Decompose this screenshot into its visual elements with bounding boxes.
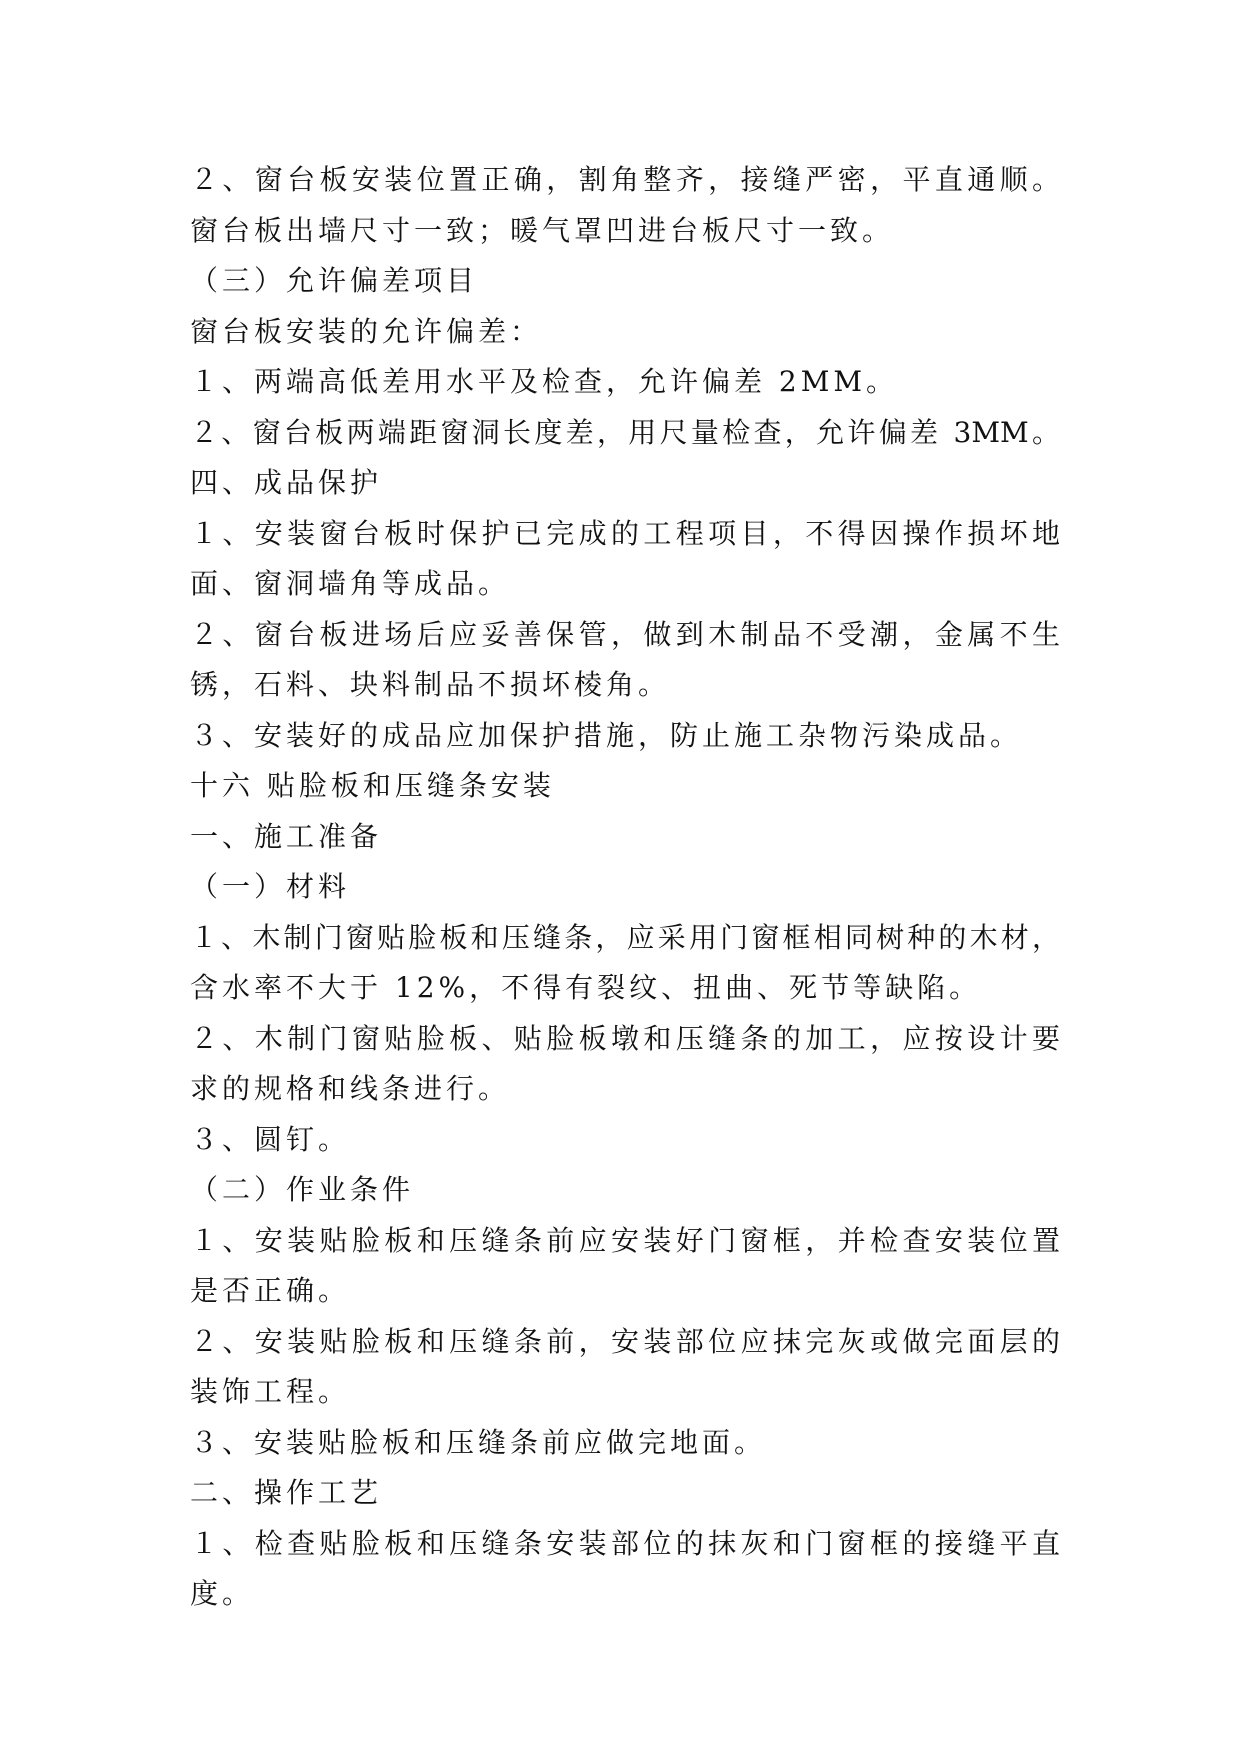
list-item-line: ２、安装贴脸板和压缝条前，安装部位应抹完灰或做完面层的 — [190, 1324, 1060, 1358]
section-heading: 一、施工准备 — [190, 819, 383, 853]
list-item-line: ２、窗台板安装位置正确，割角整齐，接缝严密，平直通顺。 — [190, 163, 1060, 196]
paragraph-line: 窗台板安装的允许偏差： — [190, 314, 543, 348]
subsection-heading: （三）允许偏差项目 — [190, 264, 479, 297]
chapter-heading: 十六 贴脸板和压缝条安装 — [190, 769, 555, 802]
list-item-continuation: 装饰工程。 — [190, 1375, 351, 1408]
list-item-continuation: 窗台板出墙尺寸一致；暖气罩凹进台板尺寸一致。 — [190, 213, 895, 247]
list-item-line: １、木制门窗贴脸板和压缝条，应采用门窗框相同树种的木材， — [190, 920, 1060, 954]
subsection-heading: （一）材料 — [190, 870, 351, 903]
list-item-line: １、安装窗台板时保护已完成的工程项目，不得因操作损坏地 — [190, 516, 1060, 550]
list-item-line: ２、木制门窗贴脸板、贴脸板墩和压缝条的加工，应按设计要 — [190, 1021, 1060, 1055]
list-item-line: ３、圆钉。 — [190, 1122, 351, 1156]
list-item-line: ３、安装好的成品应加保护措施，防止施工杂物污染成品。 — [190, 718, 1023, 752]
section-heading: 四、成品保护 — [190, 466, 383, 499]
list-item-line: １、安装贴脸板和压缝条前应安装好门窗框，并检查安装位置 — [190, 1223, 1060, 1257]
list-item-line: １、两端高低差用水平及检查，允许偏差 2MM。 — [190, 365, 899, 398]
list-item-continuation: 求的规格和线条进行。 — [190, 1072, 511, 1105]
list-item-line: ２、窗台板进场后应妥善保管，做到木制品不受潮，金属不生 — [190, 617, 1060, 651]
list-item-continuation: 锈，石料、块料制品不损坏棱角。 — [190, 668, 671, 701]
list-item-continuation: 面、窗洞墙角等成品。 — [190, 567, 511, 600]
document-body — [190, 155, 1060, 1620]
list-item-line: １、检查贴脸板和压缝条安装部位的抹灰和门窗框的接缝平直 — [190, 1526, 1060, 1560]
section-heading: 二、操作工艺 — [190, 1476, 383, 1509]
list-item-continuation: 度。 — [190, 1577, 255, 1610]
subsection-heading: （二）作业条件 — [190, 1173, 415, 1206]
list-item-line: ３、安装贴脸板和压缝条前应做完地面。 — [190, 1425, 767, 1459]
list-item-continuation: 是否正确。 — [190, 1274, 351, 1307]
list-item-continuation: 含水率不大于 12%，不得有裂纹、扭曲、死节等缺陷。 — [190, 971, 982, 1004]
list-item-line: ２、窗台板两端距窗洞长度差，用尺量检查，允许偏差 3MM。 — [190, 415, 1060, 449]
